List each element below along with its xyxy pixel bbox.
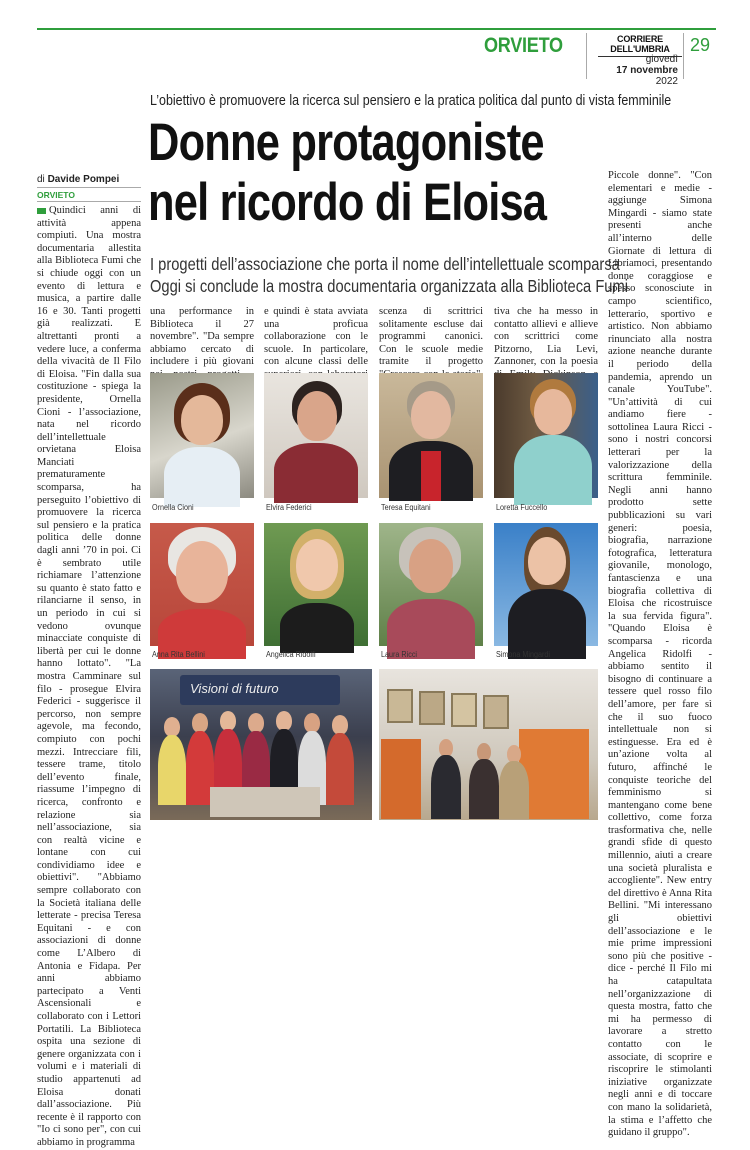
- column-1-text: Quindici anni di attività appena compiuti. Una mostra documentaria allestita alla Biblioteca Fumi che si chiude oggi con un evento di lettura e musica, a partire dalle 16 e 30. Tanti progetti già realizzati. E altrettanti pronti a vedere luce, a conferma della vivacità de Il Filo di Eloisa. "Fin dalla sua costituzione - spiega la presidente, Ornella Cioni - l’associazione, nata nel ricordo dell’intellettuale orvietana Eloisa Manciati prematuramente scomparsa, ha perseguito l’obiettivo di promuovere la ricerca sul pensiero e la pratica politica delle donne dagli anni ’70 in poi. Ci è sembrato utile richiamare l’attenzione su quanto è stato fatto e rilanciarne il senso, in un periodo in cui si vedono ovunque minacciate conquiste di libertà per cui le donne hanno lottato". "La mostra Camminare sul filo - prosegue Elvira Federici - suggerisce il percorso, non sempre agevole, ma fecondo, compiuto con pochi mezzi. Intrecciare fili, tessere trame, titolo dell’evento finale, riassume l’impegno di ricerca, confronto e relazione sia nell’associazione, sia con realtà vicine e lontane con cui condividiamo idee e obiettivi". "Abbiamo sempre collaborato con la Società italiana delle letterate - precisa Teresa Equitani - e con associazioni di donne come L’Albero di Antonia e Fidapa. Per anni abbiamo partecipato a Venti Ascensionali e collaborato con i Lettori Portatili. La Biblioteca ospita una sezione di genere organizzata con i volumi e i materiali di studio appartenuti ad Eloisa donati dall’associazione. Più recente è il rapporto con "Io ci sono per", con cui abbiamo in programma: [37, 205, 141, 1148]
- paragraph-marker-icon: [37, 208, 46, 214]
- article-column-1: [37, 205, 141, 1148]
- section-title: ORVIETO: [484, 34, 563, 57]
- photo-group: [150, 669, 372, 820]
- byline-prefix: di: [37, 174, 45, 185]
- byline-rule: [37, 187, 141, 188]
- photo-elvira-federici: [264, 373, 368, 498]
- caption-2: Elvira Federici: [266, 503, 312, 512]
- header-divider: [586, 33, 587, 79]
- article-column-2: una performance in Biblioteca il 27 novembre". "Da sempre abbiamo cercato di includere i più giovani: [150, 306, 254, 368]
- byline: [37, 174, 119, 185]
- article-column-4: scenza di scrittrici solitamente escluse dai programmi canonici. Con le scuole medie tramite il progetto: [379, 306, 483, 368]
- subtitle-line-1: I progetti dell’associazione che porta il nome dell’intellettuale scomparsa: [150, 254, 620, 274]
- page-number: 29: [690, 35, 711, 55]
- photo-laura-ricci: [379, 523, 483, 646]
- photo-teresa-equitani: [379, 373, 483, 498]
- issue-date: [600, 54, 678, 87]
- photo-ornella-cioni: [150, 373, 254, 498]
- header-divider-2: [683, 33, 684, 79]
- author-name: Davide Pompei: [47, 174, 120, 185]
- caption-3: Teresa Equitani: [381, 503, 431, 512]
- article-column-5: tiva che ha messo in contatto allievi e allieve con scrittrici come Pitzorno, Lia Levi, Zannoner, con la poesia: [494, 306, 598, 368]
- caption-7: Laura Ricci: [381, 650, 418, 659]
- photo-simona-mingardi: [494, 523, 598, 646]
- byline-rule-2: [37, 201, 141, 202]
- caption-8: Simona Mingardi: [496, 650, 551, 659]
- caption-5: Anna Rita Bellini: [152, 650, 205, 659]
- article-headline: [148, 113, 640, 233]
- date: 17 novembre: [616, 65, 678, 76]
- photo-anna-rita-bellini: [150, 523, 254, 646]
- header-rule: [37, 28, 716, 30]
- article-column-6: Piccole donne". "Con elementari e medie - aggiunge Simona Mingardi - siamo state presenti anche all’interno delle Giornate di lettura di Libriamoci, presentando donne coraggiose e spesso sconosciute in campo scientifico, letterario, sportivo e artistico. Non abbiamo rinunciato alla nostra azione neanche durante il periodo della pandemia, aprendo un canale YouTube". "Un’attività di cui andiamo fiere - sottolinea Laura Ricci - sono i nostri concorsi letterari per la valorizzazione della scrittura femminile. Negli anni hanno prodotto sette pubblicazioni su vari generi: poesia, biografia, narrazione fotografica, letteratura giovanile, monologo, fantascienza e una biografia collettiva di Eloisa che ricostruisce la sua fervida figura". "Quando Eloisa è scomparsa - ricorda Angelica Ridolfi - abbiamo sentito il bisogno di continuare a tessere quel rosso filo dell’amore, per fare sì che il suo fuoco intellettuale non si estinguesse. Era ed è un’azione volta al futuro, affinché le conquiste teoriche del femminismo si mantengano come bene collettivo, come forza trasformativa che, nelle grandi sfide di questo millennio, aiuti a creare una società pluralista e accogliente". New entry del direttivo è Anna Rita Bellini. "Mi interessano gli obiettivi dell’associazione e le mie prime impressioni sono più che positive - dice - perché Il Filo mi ha catapultata nell’organizzazione di questa mostra, fatto che mi ha permesso di lavorare a stretto contatto con le associate, di scoprire e riscoprire le stimolanti iniziative organizzate negli anni e di toccare con mano la solidarietà, la stima e l’affetto che guidano il gruppo".: [608, 170, 712, 1139]
- year: 2022: [655, 76, 678, 87]
- caption-6: Angelica Ridolfi: [266, 650, 316, 659]
- caption-1: Ornella Cioni: [152, 503, 194, 512]
- photo-angelica-ridolfi: [264, 523, 368, 646]
- headline-line-2: nel ricordo di Eloisa: [148, 173, 547, 232]
- photo-exhibition: [379, 669, 598, 820]
- photo-loretta-fuccello: [494, 373, 598, 498]
- dateline-location: ORVIETO: [37, 190, 75, 200]
- subtitle-line-2: Oggi si conclude la mostra documentaria organizzata alla Biblioteca Fumi: [150, 276, 628, 296]
- caption-4: Loretta Fuccello: [496, 503, 548, 512]
- logo-text: CORRIERE DELL'UMBRIA: [610, 34, 670, 54]
- weekday: giovedì: [645, 54, 678, 65]
- headline-line-1: Donne protagoniste: [148, 113, 544, 172]
- article-subtitle: [150, 253, 654, 297]
- article-kicker: L’obiettivo è promuovere la ricerca sul pensiero e la pratica politica dal punto di vista femminile: [150, 93, 672, 109]
- article-column-3: e quindi è stata avviata una proficua collaborazione con le scuole. In particolare, con alcune classi delle: [264, 306, 368, 368]
- group-photo-banner: Visioni di futuro: [190, 681, 279, 696]
